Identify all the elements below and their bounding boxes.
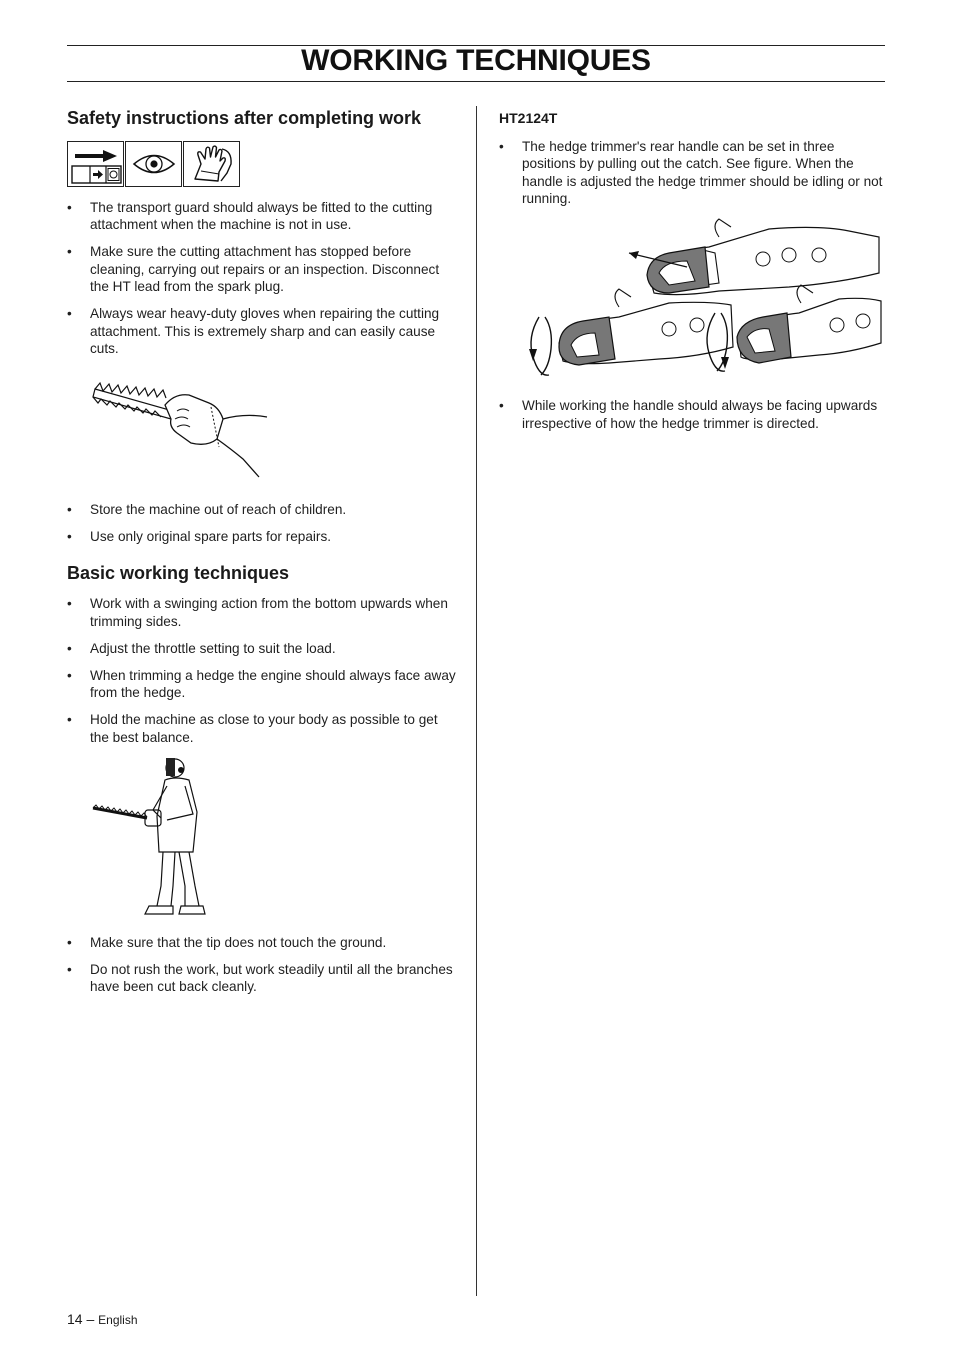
rear-handle-positions-illustration	[519, 217, 885, 383]
column-divider	[476, 106, 477, 1296]
safety-bullets-continued	[67, 501, 457, 545]
page-footer	[67, 1311, 138, 1327]
glove-handling-blade-illustration	[91, 367, 281, 487]
page-number: 14	[67, 1311, 83, 1327]
list-item: • When trimming a hedge the engine should always face away from the hedge.	[67, 667, 457, 702]
section-heading-basic-techniques: Basic working techniques	[67, 563, 290, 584]
list-item: • Make sure the cutting attachment has stopped before cleaning, carrying out repairs or an inspection. Disconnect the HT lead from the spark plug.	[67, 243, 457, 295]
section-heading-safety: Safety instructions after completing work	[67, 108, 422, 128]
list-item: • Hold the machine as close to your body as possible to get the best balance.	[67, 711, 457, 746]
list-item: • Work with a swinging action from the bottom upwards when trimming sides.	[67, 595, 457, 630]
manual-arrow-icon	[67, 141, 124, 187]
left-column	[67, 108, 457, 1005]
list-item: • The hedge trimmer's rear handle can be set in three positions by pulling out the catch. See figure. When the handle is adjusted the hedge trimmer should be idling or not running.	[499, 138, 889, 208]
footer-separator: –	[82, 1311, 99, 1327]
technique-bullets-continued	[67, 934, 457, 996]
header-bottom-rule	[67, 81, 885, 82]
list-item: • Make sure that the tip does not touch the ground.	[67, 934, 457, 951]
eye-protection-icon	[125, 141, 182, 187]
model-heading: HT2124T	[499, 110, 558, 126]
protective-glove-icon	[183, 141, 240, 187]
page-title: WORKING TECHNIQUES	[301, 44, 651, 77]
list-item: • Always wear heavy-duty gloves when repairing the cutting attachment. This is extremely sharp and can easily cause cuts.	[67, 305, 457, 357]
technique-bullets	[67, 595, 457, 746]
safety-bullets	[67, 199, 457, 357]
list-item: • Use only original spare parts for repairs.	[67, 528, 457, 545]
list-item: • Store the machine out of reach of children.	[67, 501, 457, 518]
list-item: • While working the handle should always be facing upwards irrespective of how the hedge trimmer is directed.	[499, 397, 889, 432]
list-item: • Adjust the throttle setting to suit the load.	[67, 640, 457, 657]
handle-bullets	[499, 138, 889, 208]
operator-with-hedge-trimmer-illustration	[89, 756, 219, 922]
right-column	[499, 108, 889, 442]
safety-pictograms	[67, 141, 457, 187]
footer-language: English	[98, 1313, 138, 1327]
list-item: • The transport guard should always be fitted to the cutting attachment when the machine is not in use.	[67, 199, 457, 234]
list-item: • Do not rush the work, but work steadily until all the branches have been cut back cleanly.	[67, 961, 457, 996]
handle-bullets-continued	[499, 397, 889, 432]
